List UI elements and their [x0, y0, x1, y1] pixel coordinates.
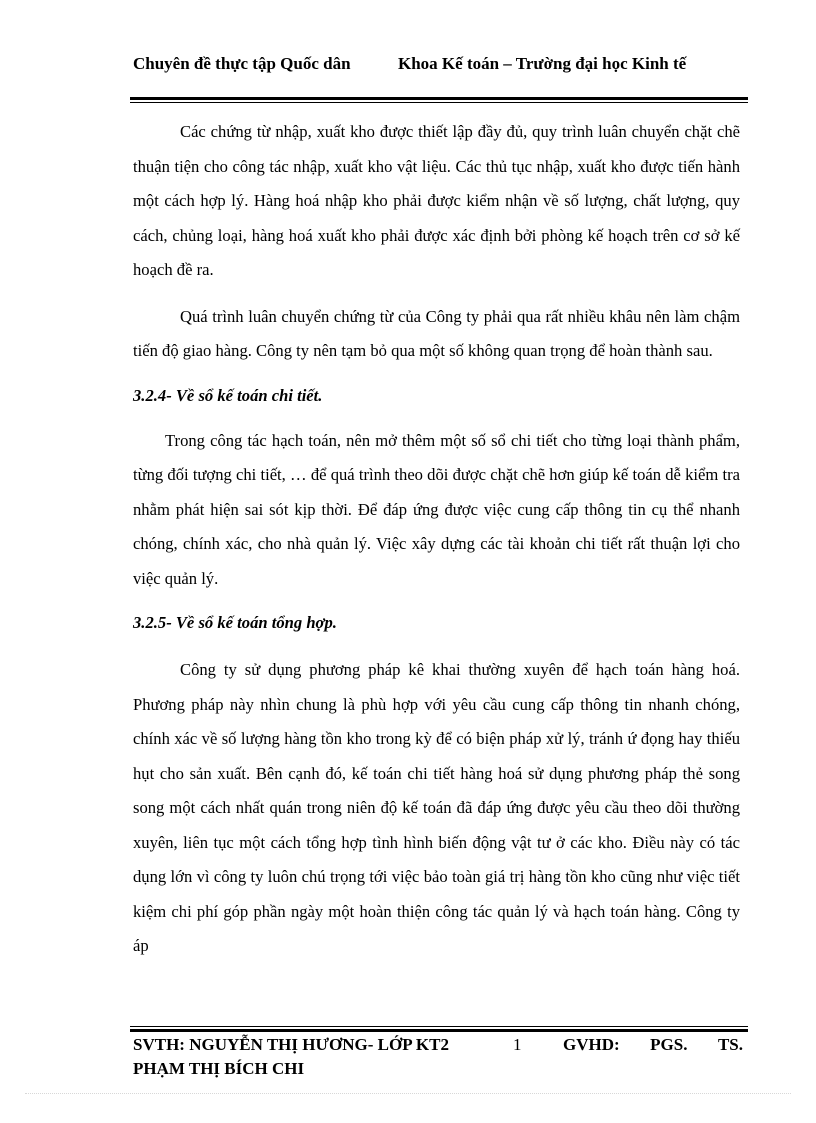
page-bottom-dotted-line	[25, 1093, 791, 1094]
paragraph-3: Trong công tác hạch toán, nên mở thêm một số sổ chi tiết cho từng loại thành phẩm, từng đối tượng chi tiết, … để quá trình theo dõi được chặt chẽ hơn giúp kế toán dễ kiểm tra nhằm phát hiện sai sót kịp thời. Để đáp ứng được việc cung cấp thông tin cụ thể nhanh chóng, chính xác, cho nhà quản lý. Việc xây dựng các tài khoản chi tiết rất thuận lợi cho việc quản lý.	[133, 430, 740, 588]
page-footer	[133, 1033, 743, 1081]
header-right-title: Khoa Kế toán – Trường đại học Kinh tế	[398, 54, 687, 73]
header-rule-thick	[130, 97, 748, 100]
paragraph-1: Các chứng từ nhập, xuất kho được thiết lập đầy đủ, quy trình luân chuyển chặt chẽ thuận tiện cho công tác nhập, xuất kho vật liệu. Các thủ tục nhập, xuất kho được tiến hành một cách hợp lý. Hàng hoá nhập kho phải được kiểm nhận về số lượng, chất lượng, quy cách, chủng loại, hàng hoá xuất kho phải được xác định bởi phòng kế hoạch trên cơ sở kế hoạch đề ra.	[133, 122, 740, 279]
paragraph-4: Công ty sử dụng phương pháp kê khai thường xuyên để hạch toán hàng hoá. Phương pháp này nhìn chung là phù hợp với yêu cầu cung cấp thông tin nhanh chóng, chính xác về số lượng hàng tồn kho trong kỳ để có biện pháp xử lý, tránh ứ đọng hay thiếu hụt cho sản xuất. Bên cạnh đó, kế toán chi tiết hàng hoá sử dụng phương pháp thẻ song song một cách nhất quán trong niên độ kế toán đã đáp ứng được yêu cầu theo dõi thường xuyên, liên tục một cách tổng hợp tình hình biến động vật tư ở các kho. Điều này có tác dụng lớn vì công ty luôn chú trọng tới việc bảo toàn giá trị hàng tồn kho cũng như việc tiết kiệm chi phí góp phần ngày một hoàn thiện công tác quản lý và hạch toán hàng. Công ty áp	[133, 660, 740, 955]
paragraph-2: Quá trình luân chuyển chứng từ của Công ty phải qua rất nhiều khâu nên làm chậm tiến độ giao hàng. Công ty nên tạm bỏ qua một số không quan trọng để hoàn thành sau.	[133, 306, 740, 360]
header-left-title: Chuyên đề thực tập Quốc dân	[133, 54, 351, 73]
footer-title-ts: TS.	[717, 1035, 743, 1054]
footer-student: SVTH: NGUYỄN THỊ HƯƠNG- LỚP KT2	[133, 1035, 449, 1054]
section-heading-3-2-5: 3.2.5- Về sổ kế toán tổng hợp.	[133, 613, 337, 632]
section-heading-3-2-4: 3.2.4- Về sổ kế toán chi tiết.	[133, 385, 323, 405]
footer-rule-thin	[130, 1026, 748, 1027]
document-body	[133, 115, 740, 964]
footer-advisor-name: PHẠM THỊ BÍCH CHI	[133, 1059, 305, 1078]
footer-title-pgs: PGS.	[650, 1035, 688, 1054]
footer-rule-thick	[130, 1029, 748, 1032]
footer-page-number: 1	[513, 1035, 522, 1054]
footer-gvhd-label: GVHD:	[563, 1035, 620, 1054]
header-rule-thin	[130, 102, 748, 103]
